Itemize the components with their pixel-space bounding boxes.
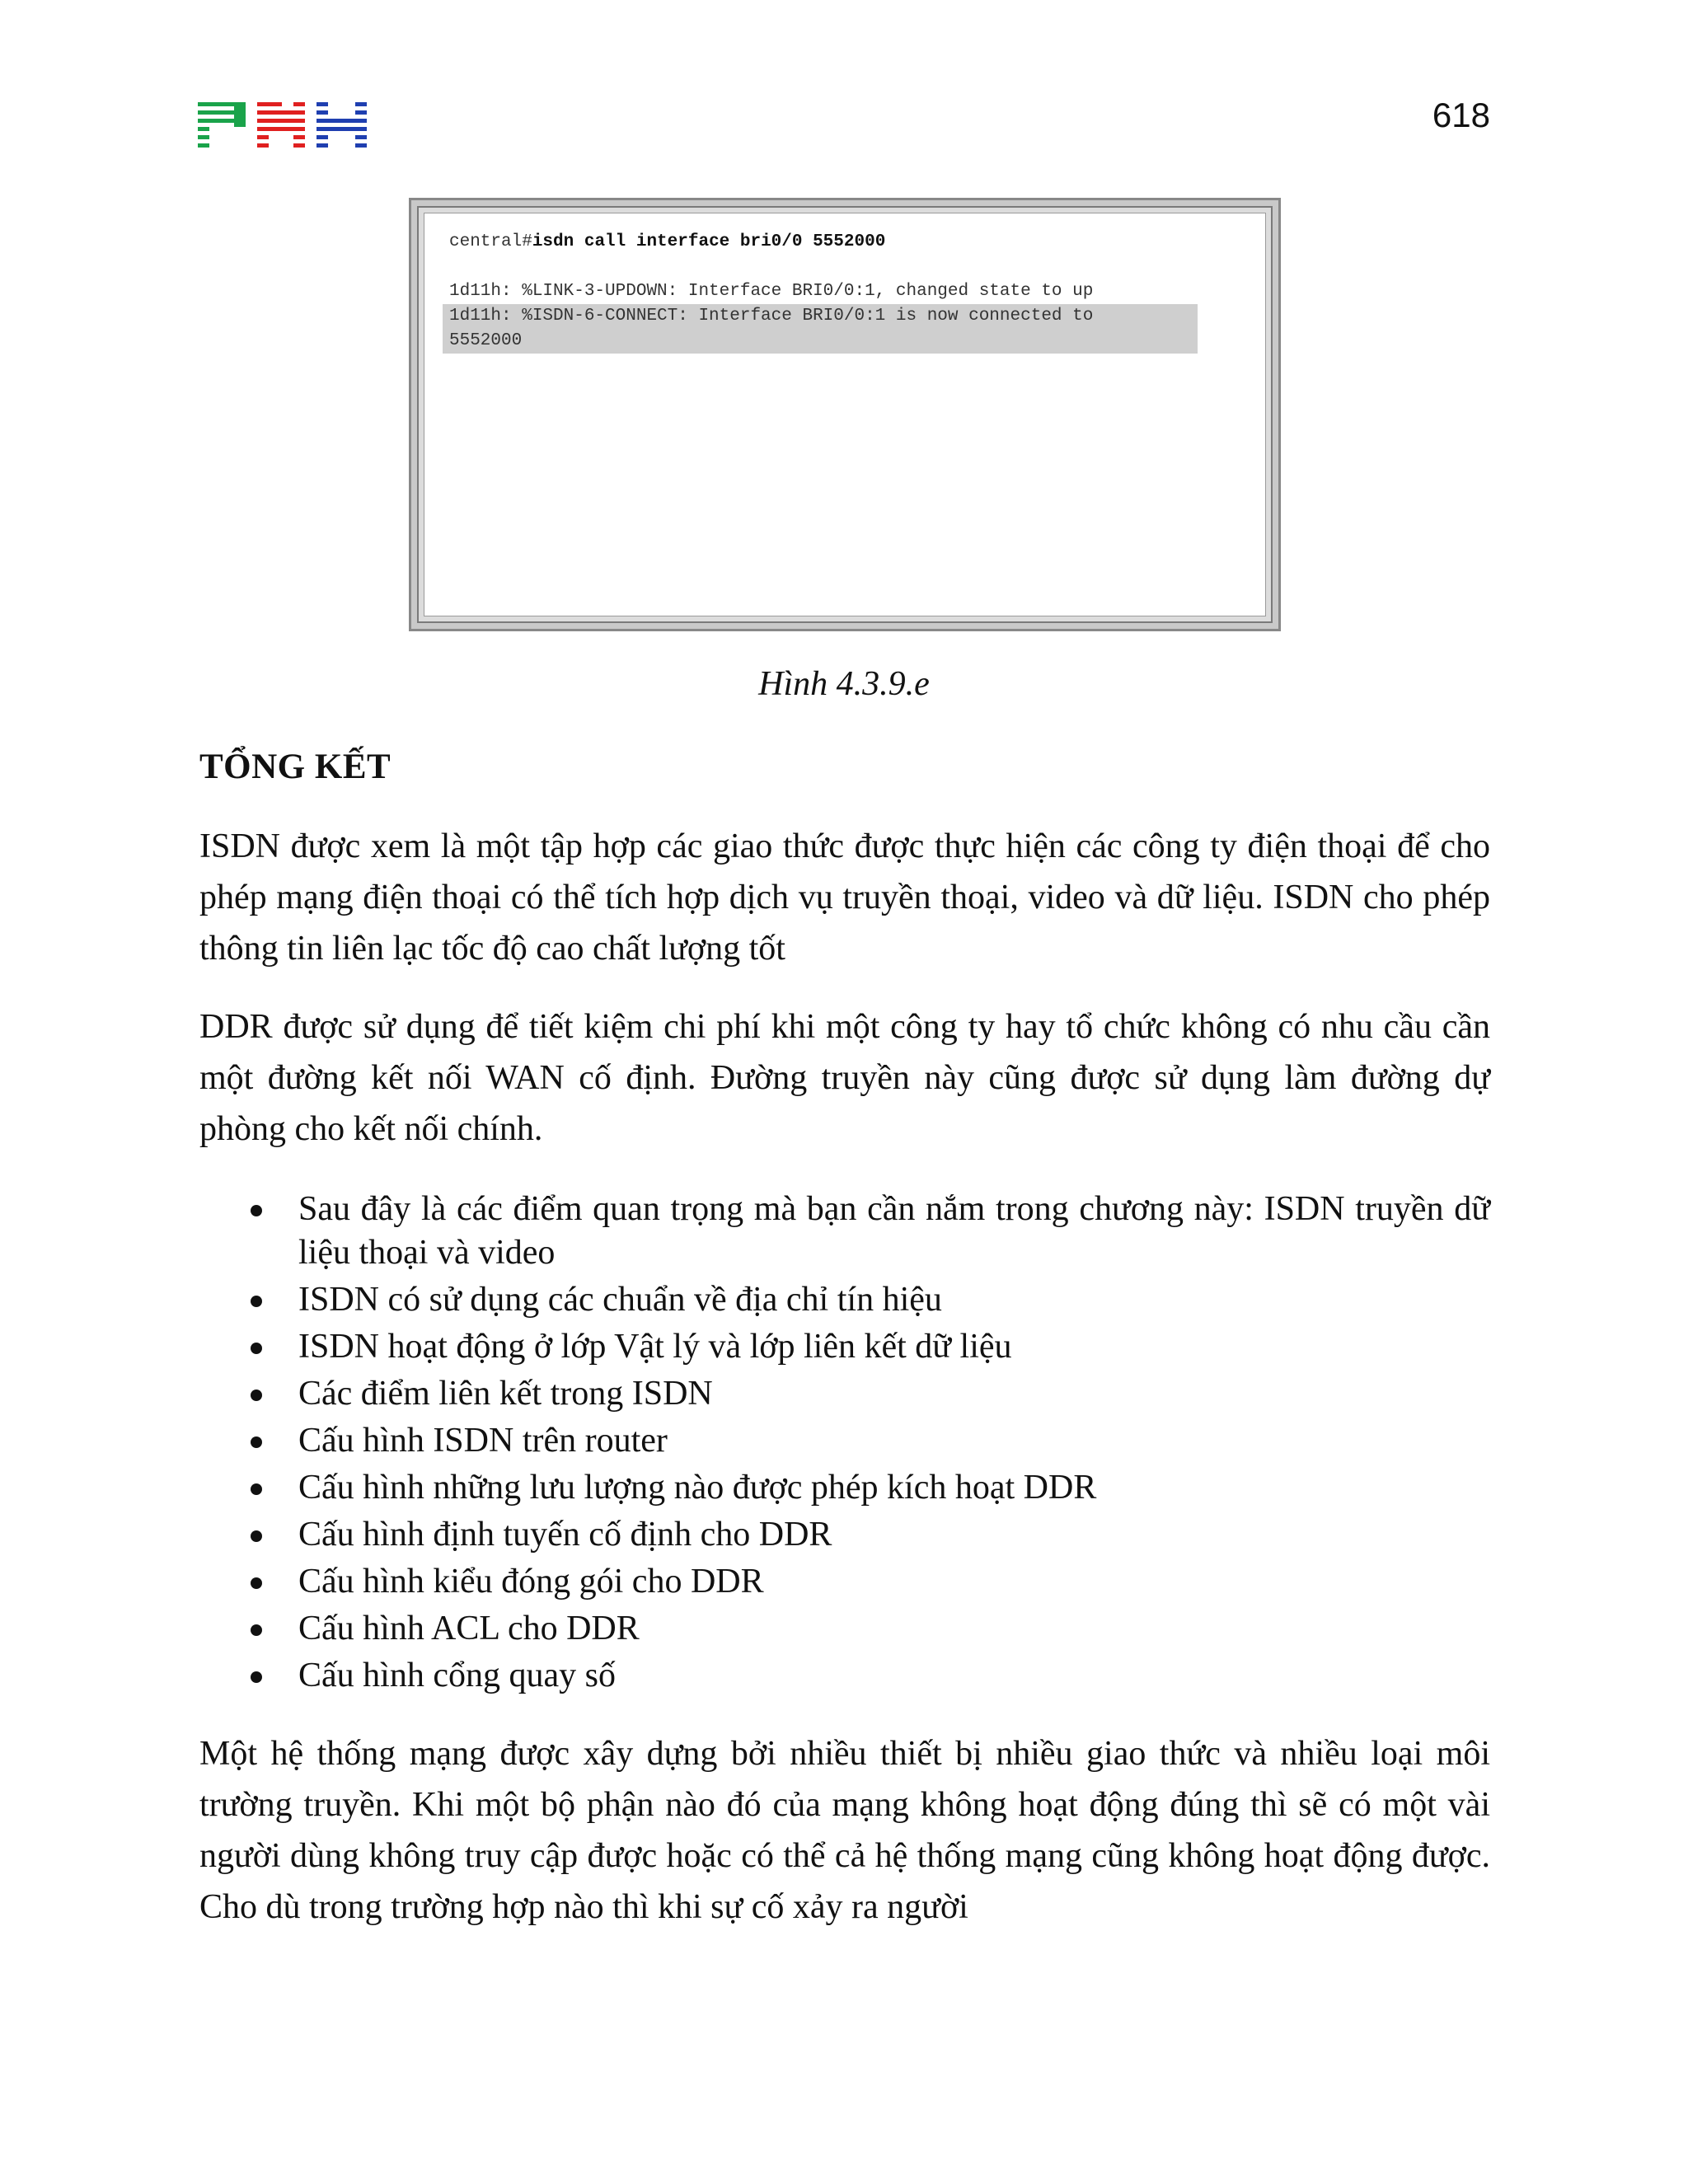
bullet-item: [199, 1513, 1490, 1557]
page-number: 618: [1432, 96, 1490, 134]
terminal-highlighted-block: [443, 304, 1198, 354]
section-heading: TỔNG KẾT: [199, 748, 392, 786]
bullet-item: [199, 1325, 1490, 1369]
bullet-text: Cấu hình ACL cho DDR: [298, 1610, 640, 1647]
bullet-item: [199, 1466, 1490, 1510]
logo-letter-n: [257, 102, 305, 148]
bullet-dot-icon: [251, 1483, 262, 1495]
bullet-dot-icon: [251, 1343, 262, 1354]
bullet-text: ISDN có sử dụng các chuẩn về địa chỉ tín hiệu: [298, 1281, 942, 1319]
bullet-text: Cấu hình định tuyến cố định cho DDR: [298, 1516, 832, 1554]
terminal-output: [424, 213, 1266, 616]
paragraph: DDR được sử dụng để tiết kiệm chi phí khi một công ty hay tổ chức không có nhu cầu cần một đường kết nối WAN cố định. Đường truyền này cũng được sử dụng làm đường dự phòng cho kết nối chính.: [199, 1008, 1490, 1148]
bullet-item: [199, 1419, 1490, 1463]
terminal-log-line: 1d11h: %LINK-3-UPDOWN: Interface BRI0/0:1, changed state to up: [449, 282, 1094, 301]
terminal-log-line: 5552000: [449, 331, 523, 350]
bullet-text: Sau đây là các điểm quan trọng mà bạn cần nắm trong chương này: ISDN truyền dữ liệu thoại và video: [298, 1190, 1490, 1272]
bullet-text: Các điểm liên kết trong ISDN: [298, 1375, 713, 1413]
bullet-item: [199, 1654, 1490, 1698]
bullet-dot-icon: [251, 1624, 262, 1636]
bullet-dot-icon: [251, 1577, 262, 1589]
bullet-item: [199, 1560, 1490, 1604]
terminal-prompt: central#: [449, 232, 532, 251]
bullet-text: Cấu hình kiểu đóng gói cho DDR: [298, 1563, 764, 1601]
terminal-screenshot-figure: [409, 198, 1281, 631]
bullet-dot-icon: [251, 1530, 262, 1542]
paragraph: ISDN được xem là một tập hợp các giao thức được thực hiện các công ty điện thoại để cho phép mạng điện thoại có thể tích hợp dịch vụ truyền thoại, video và dữ liệu. ISDN cho phép thông tin liên lạc tốc độ cao chất lượng tốt: [199, 827, 1490, 968]
bullet-text: Cấu hình ISDN trên router: [298, 1422, 668, 1460]
logo-letter-p: [198, 102, 246, 148]
bullet-dot-icon: [251, 1205, 262, 1216]
pnh-logo: [198, 102, 367, 148]
paragraph: Một hệ thống mạng được xây dựng bởi nhiều thiết bị nhiều giao thức và nhiều loại môi trường truyền. Khi một bộ phận nào đó của mạng không hoạt động đúng thì sẽ có một vài người dùng không truy cập được hoặc có thể cả hệ thống mạng cũng không hoạt động được. Cho dù trong trường hợp nào thì khi sự cố xảy ra người: [199, 1735, 1490, 1926]
bullet-text: Cấu hình cổng quay số: [298, 1657, 616, 1694]
bullet-item: [199, 1278, 1490, 1322]
terminal-frame: [417, 206, 1273, 623]
figure-caption: Hình 4.3.9.e: [758, 665, 930, 703]
terminal-blank-line: [449, 255, 1240, 279]
summary-bullet-list: [199, 1188, 1490, 1701]
bullet-dot-icon: [251, 1390, 262, 1401]
bullet-text: Cấu hình những lưu lượng nào được phép kích hoạt DDR: [298, 1469, 1097, 1507]
bullet-dot-icon: [251, 1436, 262, 1448]
terminal-command: isdn call interface bri0/0 5552000: [532, 232, 886, 251]
bullet-item: [199, 1188, 1490, 1275]
bullet-dot-icon: [251, 1296, 262, 1307]
bullet-item: [199, 1607, 1490, 1651]
bullet-item: [199, 1372, 1490, 1416]
bullet-dot-icon: [251, 1671, 262, 1683]
logo-letter-h: [316, 102, 367, 148]
terminal-log-line: 1d11h: %ISDN-6-CONNECT: Interface BRI0/0:1 is now connected to: [449, 307, 1094, 326]
terminal-command-line: [449, 230, 1240, 255]
bullet-text: ISDN hoạt động ở lớp Vật lý và lớp liên kết dữ liệu: [298, 1328, 1012, 1366]
